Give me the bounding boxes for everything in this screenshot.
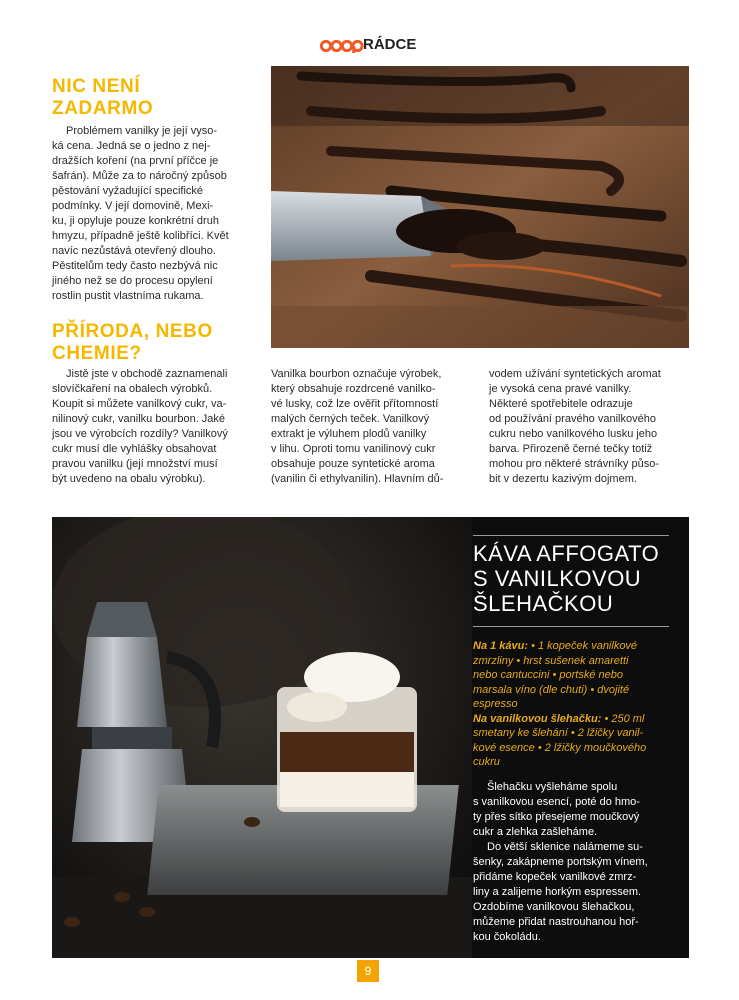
section1-heading <box>52 76 153 120</box>
title-rule-bottom <box>473 626 669 627</box>
heading-line: CHEMIE? <box>52 343 142 364</box>
ingredient-line: kové esence • 2 lžičky moučkového <box>473 741 647 754</box>
ingredients-list <box>473 639 673 770</box>
heading-line: NIC NENÍ <box>52 76 141 97</box>
text-line: v lihu. Oproti tomu vanilinový cukr <box>271 443 436 455</box>
text-line: pravou vanilku (její množství musí <box>52 458 218 470</box>
section1-text <box>52 124 267 304</box>
ingredient-line: Na vanilkovou šlehačku: • 250 ml <box>473 712 645 725</box>
text-line: je vysoká cena pravé vanilky. <box>489 383 632 395</box>
text-line: Koupit si můžete vanilkový cukr, va- <box>52 398 227 410</box>
text-line: Vanilka bourbon označuje výrobek, <box>271 368 442 380</box>
text-line: nilinový cukr, vanilku bourbon. Jaké <box>52 413 226 425</box>
step-line: přidáme kopeček vanilkové zmrz- <box>473 871 637 883</box>
step-line: můžeme přidat nastrouhanou hoř- <box>473 916 639 928</box>
ingredient-line: smetany ke šlehání • 2 lžičky vanil- <box>473 727 644 739</box>
ingredient-line: cukru <box>473 756 500 768</box>
text-line: bit v dezertu kazivým dojmem. <box>489 473 637 485</box>
step-line: cukr a zlehka zašleháme. <box>473 826 598 838</box>
ingredient-line: marsala víno (dle chuti) • dvojité <box>473 683 630 696</box>
text-line: ká cena. Jedná se o jedno z nej- <box>52 140 211 152</box>
text-line: pěstování vyžadující specifické <box>52 185 204 197</box>
text-line: rostlin pustit vlastníma rukama. <box>52 290 204 302</box>
coop-logo-mark <box>320 39 364 53</box>
ingredient-line: Na 1 kávu: • 1 kopeček vanilkové <box>473 640 638 652</box>
text-line: extrakt je výluhem plodů vanilky <box>271 428 427 440</box>
ingredient-line: zmrzliny • hrst sušenek amaretti <box>473 654 629 667</box>
ingredient-line: espresso <box>473 698 518 710</box>
heading-line: PŘÍRODA, NEBO <box>52 321 213 342</box>
step-line: s vanilkovou esencí, poté do hmo- <box>473 796 640 808</box>
recipe-title <box>473 541 669 616</box>
step-line: šenky, zakápneme portským vínem, <box>473 856 648 868</box>
text-line: navíc nezůstává otevřený dlouho. <box>52 245 216 257</box>
page-number: 9 <box>357 960 379 982</box>
text-line: (vanilin či ethylvanilin). Hlavním dů- <box>271 473 444 485</box>
text-line: od používání pravého vanilkového <box>489 413 656 425</box>
vanilla-pods-photo <box>271 66 689 348</box>
title-line: ŠLEHAČKOU <box>473 591 614 616</box>
title-line: S VANILKOVOU <box>473 566 642 591</box>
text-line: cukr musí dle vyhlášky obsahovat <box>52 443 217 455</box>
text-line: Pěstitelům tedy často nezbývá nic <box>52 260 218 272</box>
text-line: malých černých teček. Vanilkový <box>271 413 430 425</box>
text-line: jsou ve výrobcích rozdíly? Vanilkový <box>52 428 228 440</box>
text-line: ku, ji opyluje pouze konkrétní druh <box>52 215 219 227</box>
text-line: vé lusky, což lze ověřit přítomností <box>271 398 439 410</box>
section2-heading <box>52 321 213 365</box>
text-line: Jistě jste v obchodě zaznamenali <box>66 368 228 380</box>
coop-logo <box>320 38 364 55</box>
text-line: barva. Přirozeně černé tečky totiž <box>489 443 653 455</box>
section2-col1 <box>52 367 267 487</box>
text-line: šafrán). Může za to náročný způsob <box>52 170 227 182</box>
ingredient-line: nebo cantuccini • portské nebo <box>473 669 624 681</box>
heading-line: ZADARMO <box>52 98 154 119</box>
step-line: liny a zalijeme horkým espressem. <box>473 886 642 898</box>
text-line: Problémem vanilky je její vyso- <box>66 125 217 137</box>
title-line: KÁVA AFFOGATO <box>473 541 660 566</box>
section2-col3 <box>489 367 694 487</box>
text-line: slovíčkaření na obalech výrobků. <box>52 383 213 395</box>
text-line: který obsahuje rozdrcené vanilko- <box>271 383 436 395</box>
rubric-title: RÁDCE <box>363 36 417 53</box>
text-line: jiného než se do procesu opylení <box>52 275 213 287</box>
affogato-photo <box>52 517 472 958</box>
text-line: obsahuje pouze syntetické aroma <box>271 458 435 470</box>
recipe-steps <box>473 780 673 945</box>
step-line: Do větší sklenice nalámeme su- <box>487 841 643 853</box>
step-line: Šlehačku vyšleháme spolu <box>487 781 618 793</box>
text-line: podmínky. V její domovině, Mexi- <box>52 200 214 212</box>
recipe-panel <box>52 517 689 958</box>
section2-col2 <box>271 367 481 487</box>
page-header <box>0 30 739 60</box>
text-line: vodem užívání syntetických aromat <box>489 368 661 380</box>
text-line: Některé spotřebitele odrazuje <box>489 398 633 410</box>
text-line: mohou pro některé strávníky půso- <box>489 458 659 470</box>
text-line: hmyzu, případně ještě kolibříci. Květ <box>52 230 229 242</box>
text-line: cukru nebo vanilkového lusku jeho <box>489 428 658 440</box>
title-rule-top <box>473 535 669 536</box>
step-line: ty přes sítko přesejeme moučkový <box>473 811 640 823</box>
step-line: Ozdobíme vanilkovou šlehačkou, <box>473 901 635 913</box>
step-line: kou čokoládu. <box>473 931 541 943</box>
text-line: být uvedeno na obalu výrobku). <box>52 473 206 485</box>
text-line: dražších koření (na první příčce je <box>52 155 219 167</box>
